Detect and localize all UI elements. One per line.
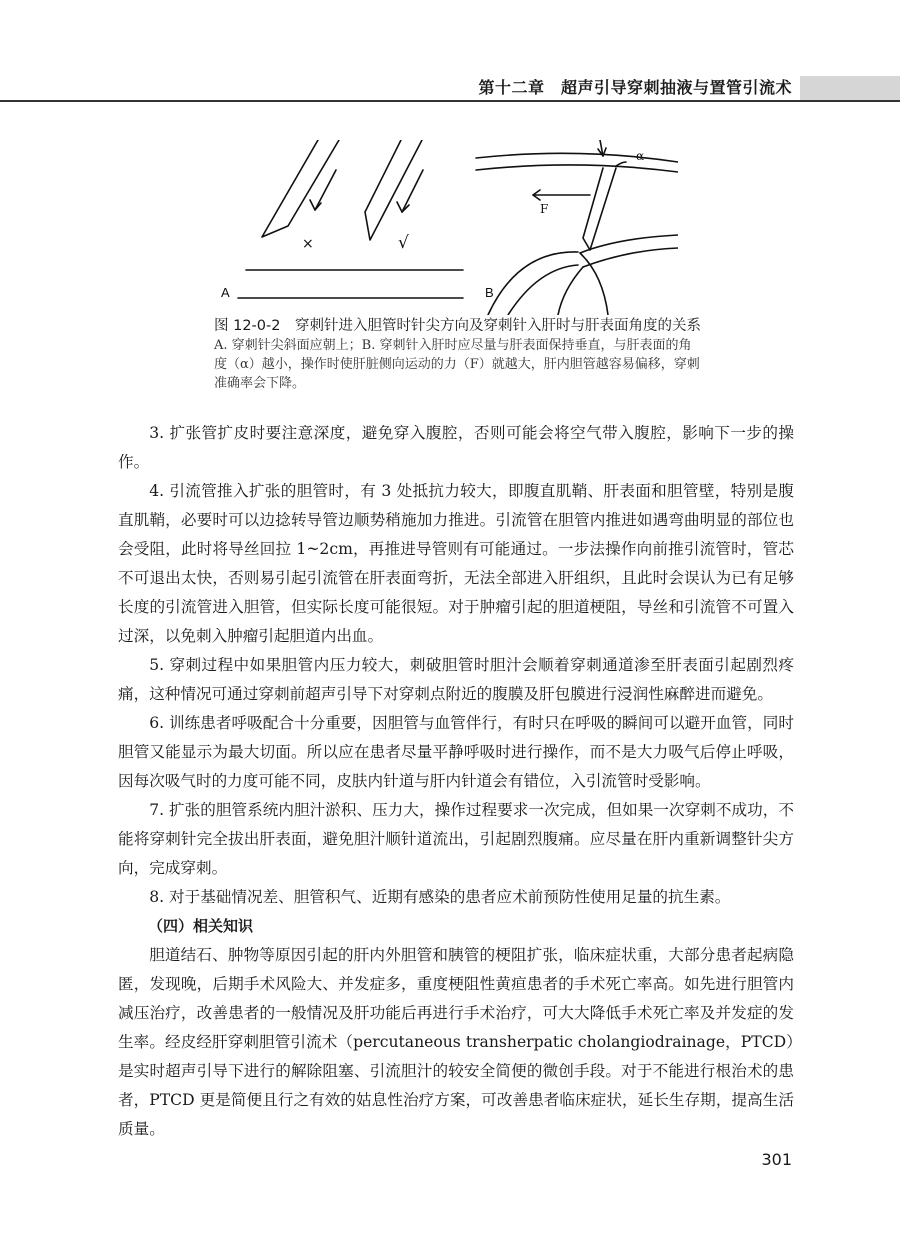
needle-b — [583, 168, 616, 250]
figure-12-0-2 — [218, 140, 678, 315]
chapter-title: 第十二章 超声引导穿刺抽液与置管引流术 — [478, 78, 792, 97]
panel-b-label: B — [485, 285, 494, 300]
arrow-correct-shaft — [402, 170, 423, 212]
duct-branch-5 — [558, 267, 583, 315]
panel-a-label: A — [221, 285, 230, 300]
paragraph: 7. 扩张的胆管系统内胆汁淤积、压力大，操作过程要求一次完成，但如果一次穿刺不成功，不能将穿刺针完全拔出肝表面，避免胆汁顺针道流出，引起剧烈腹痛。应尽量在肝内重新调整针尖方向，完成穿刺。 — [118, 801, 794, 877]
duct-branch-4 — [583, 248, 678, 267]
paragraph: 5. 穿刺过程中如果胆管内压力较大，刺破胆管时胆汁会顺着穿刺通道渗至肝表面引起剧烈疼痛，这种情况可通过穿刺前超声引导下对穿刺点附近的腹膜及肝包膜进行浸润性麻醉进而避免。 — [118, 656, 794, 703]
correct-mark: √ — [398, 233, 409, 253]
paragraph: 6. 训练患者呼吸配合十分重要，因胆管与血管伴行，有时只在呼吸的瞬间可以避开血管，同时胆管又能显示为最大切面。所以应在患者尽量平静呼吸时进行操作，而不是大力吸气后停止呼吸，因每次吸气时的力度可能不同，皮肤内针道与肝内针道会有错位，入引流管时受影响。 — [118, 714, 794, 790]
paragraph: 4. 引流管推入扩张的胆管时，有 3 处抵抗力较大，即腹直肌鞘、肝表面和胆管壁，特别是腹直肌鞘，必要时可以边捻转导管边顺势稍施加力推进。引流管在胆管内推进如遇弯曲明显的部位也会受阻，此时将导丝回拉 1~2cm，再推进导管则有可能通过。一步法操作向前推引流管时，管芯不可退出太快，否则易引起引流管在肝表面弯折，无法全部进入肝组织，且此时会误认为已有足够长度的引流管进入胆管，但实际长度可能很短。对于肿瘤引起的胆道梗阻，导丝和引流管不可置入过深，以免刺入肿瘤引起胆道内出血。 — [118, 482, 794, 645]
header-gray-tab — [800, 76, 900, 100]
needle-diagram — [218, 140, 678, 315]
figure-title: 图 12-0-2 穿刺针进入胆管时针尖方向及穿刺针入肝时与肝表面角度的关系 — [214, 318, 701, 334]
paragraph: 胆道结石、肿物等原因引起的肝内外胆管和胰管的梗阻扩张，临床症状重，大部分患者起病隐匿，发现晚，后期手术风险大、并发症多，重度梗阻性黄疸患者的手术死亡率高。如先进行胆管内减压治疗，改善患者的一般情况及肝功能后再进行手术治疗，可大大降低手术死亡率及并发症的发生率。经皮经肝穿刺胆管引流术（percutaneous transherpatic cholangiodrainage，PTCD）是实时超声引导下进行的解除阻塞、引流胆汁的较安全简便的微创手段。对于不能进行根治术的患者，PTCD 更是简便且行之有效的姑息性治疗方案，可改善患者临床症状，延长生存期，提高生活质量。 — [118, 946, 794, 1138]
liver-surface-outer — [476, 153, 678, 162]
paragraph: 8. 对于基础情况差、胆管积气、近期有感染的患者应术前预防性使用足量的抗生素。 — [149, 888, 731, 906]
body-text — [118, 419, 794, 1144]
alpha-label: α — [636, 149, 645, 163]
page-number: 301 — [761, 1150, 792, 1169]
duct-branch-1 — [488, 252, 578, 315]
arrow-correct-head — [397, 202, 409, 212]
paragraph: 3. 扩张管扩皮时要注意深度，避免穿入腹腔，否则可能会将空气带入腹腔，影响下一步的操作。 — [118, 424, 794, 471]
needle-wrong — [262, 140, 339, 237]
section-heading: （四）相关知识 — [148, 917, 254, 935]
alpha-arc — [616, 162, 626, 166]
figure-caption: A. 穿刺针尖斜面应朝上；B. 穿刺针入肝时应尽量与肝表面保持垂直，与肝表面的角度（α）越小，操作时使肝脏侧向运动的力（F）就越大，肝内胆管越容易偏移，穿刺准确率会下降。 — [214, 338, 700, 391]
force-label: F — [540, 202, 549, 216]
wrong-mark: × — [302, 236, 314, 252]
running-header — [0, 76, 900, 102]
liver-surface-inner — [476, 165, 678, 172]
